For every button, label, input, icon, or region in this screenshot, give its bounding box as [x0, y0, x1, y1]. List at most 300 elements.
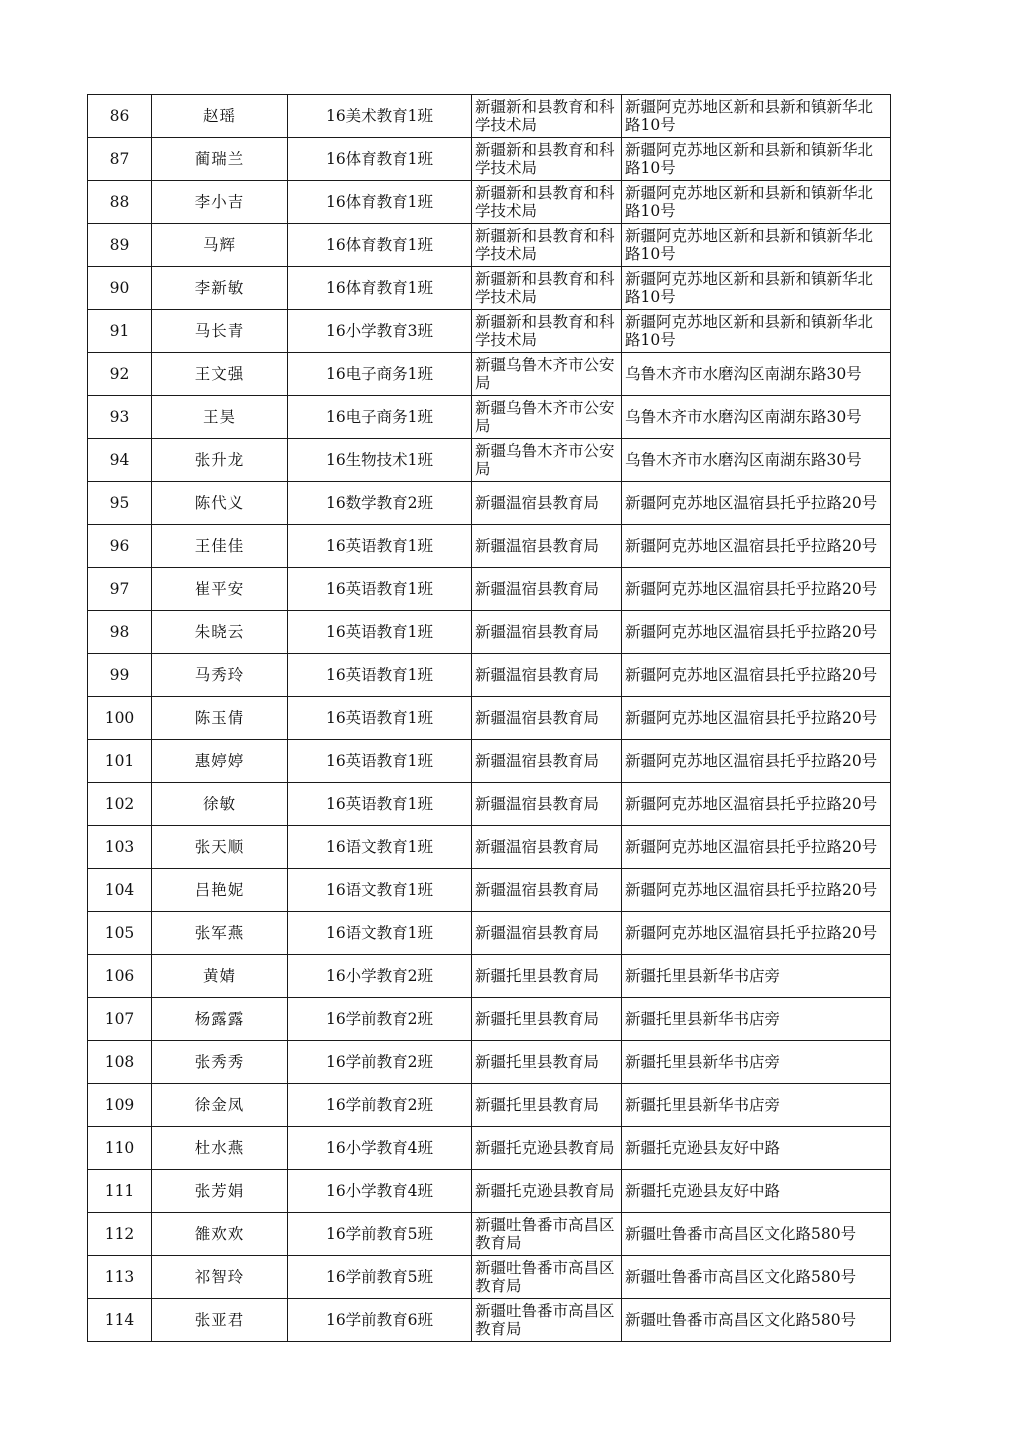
table-row [88, 525, 891, 568]
address-cell [622, 138, 891, 181]
class-cell [288, 310, 472, 353]
address-cell-text: 新疆托里县新华书店旁 [625, 1053, 781, 1071]
student-name-cell-text: 张亚君 [194, 1311, 245, 1329]
table-row [88, 654, 891, 697]
student-name-cell [152, 611, 288, 654]
address-cell-text: 新疆吐鲁番市高昌区文化路580号 [625, 1225, 857, 1243]
row-number-cell-text: 109 [104, 1096, 135, 1114]
table-row [88, 353, 891, 396]
class-cell [288, 826, 472, 869]
row-number-cell [88, 611, 152, 654]
employer-unit-cell [472, 826, 622, 869]
row-number-cell [88, 1213, 152, 1256]
table-row [88, 181, 891, 224]
address-cell-text: 新疆阿克苏地区新和县新和镇新华北路10号 [625, 270, 874, 306]
row-number-cell [88, 482, 152, 525]
employer-unit-cell-text: 新疆温宿县教育局 [475, 580, 600, 598]
employer-unit-cell [472, 138, 622, 181]
row-number-cell-text: 88 [109, 193, 130, 211]
address-cell-text: 乌鲁木齐市水磨沟区南湖东路30号 [625, 408, 862, 426]
student-name-cell-text: 惠婷婷 [194, 752, 245, 770]
employer-unit-cell [472, 525, 622, 568]
class-cell-text: 16英语教育1班 [325, 795, 434, 813]
class-cell-text: 16英语教育1班 [325, 623, 434, 641]
employer-unit-cell [472, 310, 622, 353]
student-name-cell-text: 王佳佳 [194, 537, 245, 555]
row-number-cell [88, 869, 152, 912]
address-cell-text: 乌鲁木齐市水磨沟区南湖东路30号 [625, 365, 862, 383]
employer-unit-cell [472, 482, 622, 525]
student-name-cell [152, 697, 288, 740]
employer-unit-cell-text: 新疆乌鲁木齐市公安局 [475, 442, 615, 478]
address-cell-text: 新疆吐鲁番市高昌区文化路580号 [625, 1268, 857, 1286]
class-cell [288, 1256, 472, 1299]
employer-unit-cell-text: 新疆新和县教育和科学技术局 [475, 141, 615, 177]
row-number-cell-text: 105 [104, 924, 135, 942]
address-cell [622, 396, 891, 439]
class-cell-text: 16小学教育3班 [325, 322, 434, 340]
address-cell-text: 新疆托里县新华书店旁 [625, 967, 781, 985]
employer-unit-cell [472, 95, 622, 138]
student-name-cell [152, 654, 288, 697]
class-cell [288, 138, 472, 181]
row-number-cell-text: 112 [104, 1225, 135, 1243]
table-row [88, 783, 891, 826]
student-name-cell [152, 783, 288, 826]
row-number-cell-text: 93 [109, 408, 130, 426]
address-cell [622, 654, 891, 697]
row-number-cell-text: 95 [109, 494, 130, 512]
row-number-cell-text: 104 [104, 881, 135, 899]
student-name-cell [152, 998, 288, 1041]
class-cell-text: 16体育教育1班 [325, 236, 434, 254]
class-cell-text: 16学前教育2班 [325, 1096, 434, 1114]
employer-unit-cell [472, 783, 622, 826]
employer-unit-cell [472, 181, 622, 224]
employer-unit-cell [472, 1084, 622, 1127]
student-name-cell-text: 李新敏 [194, 279, 245, 297]
class-cell [288, 998, 472, 1041]
table-row [88, 912, 891, 955]
class-cell-text: 16学前教育6班 [325, 1311, 434, 1329]
class-cell-text: 16英语教育1班 [325, 666, 434, 684]
student-name-cell-text: 马秀玲 [194, 666, 245, 684]
employer-unit-cell-text: 新疆托里县教育局 [475, 967, 600, 985]
table-row [88, 826, 891, 869]
student-name-cell-text: 祁智玲 [194, 1268, 245, 1286]
row-number-cell-text: 87 [109, 150, 130, 168]
class-cell-text: 16学前教育5班 [325, 1268, 434, 1286]
address-cell-text: 新疆阿克苏地区温宿县托乎拉路20号 [625, 838, 878, 856]
class-cell [288, 1041, 472, 1084]
employer-unit-cell-text: 新疆托里县教育局 [475, 1010, 600, 1028]
table-row [88, 267, 891, 310]
address-cell [622, 525, 891, 568]
row-number-cell-text: 86 [109, 107, 130, 125]
employer-unit-cell-text: 新疆温宿县教育局 [475, 666, 600, 684]
row-number-cell [88, 95, 152, 138]
student-name-cell [152, 267, 288, 310]
row-number-cell [88, 181, 152, 224]
address-cell [622, 783, 891, 826]
row-number-cell [88, 740, 152, 783]
class-cell [288, 396, 472, 439]
class-cell [288, 654, 472, 697]
employer-unit-cell-text: 新疆新和县教育和科学技术局 [475, 313, 615, 349]
address-cell-text: 新疆阿克苏地区温宿县托乎拉路20号 [625, 623, 878, 641]
table-row [88, 1084, 891, 1127]
address-cell-text: 新疆阿克苏地区温宿县托乎拉路20号 [625, 494, 878, 512]
table-row [88, 697, 891, 740]
student-name-cell-text: 朱晓云 [194, 623, 245, 641]
class-cell [288, 224, 472, 267]
address-cell-text: 新疆阿克苏地区温宿县托乎拉路20号 [625, 580, 878, 598]
student-name-cell-text: 陈玉倩 [194, 709, 245, 727]
table-row [88, 1170, 891, 1213]
student-name-cell-text: 徐敏 [202, 795, 236, 813]
employer-unit-cell-text: 新疆温宿县教育局 [475, 924, 600, 942]
address-cell-text: 新疆托克逊县友好中路 [625, 1182, 781, 1200]
address-cell-text: 新疆托里县新华书店旁 [625, 1010, 781, 1028]
row-number-cell [88, 1299, 152, 1342]
class-cell-text: 16英语教育1班 [325, 709, 434, 727]
employer-unit-cell-text: 新疆温宿县教育局 [475, 709, 600, 727]
student-name-cell [152, 1084, 288, 1127]
address-cell-text: 新疆托克逊县友好中路 [625, 1139, 781, 1157]
student-name-cell [152, 869, 288, 912]
address-cell-text: 新疆阿克苏地区温宿县托乎拉路20号 [625, 924, 878, 942]
employer-unit-cell-text: 新疆吐鲁番市高昌区教育局 [475, 1216, 615, 1252]
row-number-cell-text: 110 [104, 1139, 135, 1157]
row-number-cell-text: 91 [109, 322, 130, 340]
address-cell-text: 新疆吐鲁番市高昌区文化路580号 [625, 1311, 857, 1329]
table-row [88, 310, 891, 353]
class-cell [288, 181, 472, 224]
row-number-cell [88, 310, 152, 353]
student-name-cell [152, 912, 288, 955]
employer-unit-cell-text: 新疆温宿县教育局 [475, 795, 600, 813]
row-number-cell-text: 99 [109, 666, 130, 684]
address-cell-text: 新疆阿克苏地区新和县新和镇新华北路10号 [625, 98, 874, 134]
table-row [88, 1127, 891, 1170]
row-number-cell [88, 1041, 152, 1084]
row-number-cell [88, 912, 152, 955]
employer-unit-cell [472, 697, 622, 740]
student-name-cell-text: 徐金凤 [194, 1096, 245, 1114]
class-cell-text: 16电子商务1班 [325, 365, 434, 383]
row-number-cell [88, 396, 152, 439]
row-number-cell-text: 90 [109, 279, 130, 297]
table-row [88, 439, 891, 482]
employer-unit-cell [472, 912, 622, 955]
student-name-cell-text: 蔺瑞兰 [194, 150, 245, 168]
student-name-cell [152, 568, 288, 611]
employer-unit-cell-text: 新疆托克逊县教育局 [475, 1139, 615, 1157]
row-number-cell [88, 697, 152, 740]
employer-unit-cell-text: 新疆新和县教育和科学技术局 [475, 184, 615, 220]
row-number-cell [88, 353, 152, 396]
row-number-cell [88, 1256, 152, 1299]
employer-unit-cell [472, 353, 622, 396]
address-cell-text: 新疆阿克苏地区新和县新和镇新华北路10号 [625, 227, 874, 263]
row-number-cell [88, 138, 152, 181]
class-cell [288, 912, 472, 955]
class-cell-text: 16体育教育1班 [325, 279, 434, 297]
employer-unit-cell [472, 611, 622, 654]
employer-unit-cell-text: 新疆吐鲁番市高昌区教育局 [475, 1302, 615, 1338]
table-row [88, 998, 891, 1041]
student-name-cell [152, 826, 288, 869]
address-cell-text: 新疆阿克苏地区温宿县托乎拉路20号 [625, 881, 878, 899]
address-cell [622, 1256, 891, 1299]
student-name-cell [152, 396, 288, 439]
student-name-cell [152, 353, 288, 396]
class-cell-text: 16学前教育5班 [325, 1225, 434, 1243]
employer-unit-cell-text: 新疆乌鲁木齐市公安局 [475, 356, 615, 392]
class-cell [288, 783, 472, 826]
student-name-cell [152, 1256, 288, 1299]
table-row [88, 568, 891, 611]
student-name-cell [152, 1299, 288, 1342]
row-number-cell [88, 1127, 152, 1170]
student-name-cell [152, 1041, 288, 1084]
row-number-cell [88, 439, 152, 482]
address-cell [622, 611, 891, 654]
class-cell-text: 16小学教育2班 [325, 967, 434, 985]
row-number-cell-text: 103 [104, 838, 135, 856]
student-name-cell-text: 赵瑶 [202, 107, 236, 125]
employer-unit-cell-text: 新疆温宿县教育局 [475, 623, 600, 641]
student-name-cell-text: 张芳娟 [194, 1182, 245, 1200]
class-cell-text: 16语文教育1班 [325, 924, 434, 942]
row-number-cell [88, 998, 152, 1041]
class-cell [288, 95, 472, 138]
class-cell [288, 1299, 472, 1342]
row-number-cell-text: 97 [109, 580, 130, 598]
address-cell [622, 998, 891, 1041]
employer-unit-cell [472, 439, 622, 482]
class-cell [288, 955, 472, 998]
class-cell-text: 16英语教育1班 [325, 752, 434, 770]
address-cell [622, 267, 891, 310]
student-name-cell-text: 张升龙 [194, 451, 245, 469]
row-number-cell-text: 92 [109, 365, 130, 383]
class-cell [288, 1084, 472, 1127]
table-row [88, 224, 891, 267]
class-cell-text: 16英语教育1班 [325, 537, 434, 555]
table-row [88, 482, 891, 525]
row-number-cell-text: 113 [104, 1268, 135, 1286]
address-cell-text: 新疆阿克苏地区新和县新和镇新华北路10号 [625, 313, 874, 349]
student-name-cell-text: 马长青 [194, 322, 245, 340]
class-cell-text: 16数学教育2班 [325, 494, 434, 512]
address-cell [622, 224, 891, 267]
table-row [88, 138, 891, 181]
class-cell [288, 568, 472, 611]
table-row [88, 1256, 891, 1299]
table-row [88, 1041, 891, 1084]
employer-unit-cell-text: 新疆托里县教育局 [475, 1053, 600, 1071]
employer-unit-cell [472, 1170, 622, 1213]
row-number-cell-text: 108 [104, 1053, 135, 1071]
address-cell-text: 新疆阿克苏地区新和县新和镇新华北路10号 [625, 141, 874, 177]
class-cell [288, 1213, 472, 1256]
student-name-cell [152, 482, 288, 525]
student-name-cell-text: 马辉 [202, 236, 236, 254]
employer-unit-cell [472, 224, 622, 267]
employer-unit-cell-text: 新疆新和县教育和科学技术局 [475, 98, 615, 134]
student-name-cell [152, 525, 288, 568]
row-number-cell [88, 783, 152, 826]
class-cell [288, 869, 472, 912]
employer-unit-cell [472, 1213, 622, 1256]
address-cell [622, 1299, 891, 1342]
student-name-cell-text: 李小吉 [194, 193, 245, 211]
address-cell [622, 1041, 891, 1084]
class-cell-text: 16美术教育1班 [325, 107, 434, 125]
address-cell [622, 181, 891, 224]
row-number-cell-text: 114 [104, 1311, 135, 1329]
student-name-cell [152, 1213, 288, 1256]
student-name-cell [152, 95, 288, 138]
student-name-cell-text: 王文强 [194, 365, 245, 383]
student-name-cell [152, 1170, 288, 1213]
employer-unit-cell-text: 新疆新和县教育和科学技术局 [475, 270, 615, 306]
student-name-cell-text: 张天顺 [194, 838, 245, 856]
employer-unit-cell [472, 267, 622, 310]
class-cell-text: 16体育教育1班 [325, 193, 434, 211]
employer-unit-cell [472, 396, 622, 439]
row-number-cell-text: 89 [109, 236, 130, 254]
address-cell [622, 912, 891, 955]
row-number-cell [88, 224, 152, 267]
employer-unit-cell-text: 新疆温宿县教育局 [475, 838, 600, 856]
address-cell [622, 95, 891, 138]
address-cell [622, 1213, 891, 1256]
row-number-cell [88, 525, 152, 568]
class-cell [288, 1127, 472, 1170]
address-cell-text: 新疆阿克苏地区温宿县托乎拉路20号 [625, 795, 878, 813]
class-cell [288, 439, 472, 482]
student-name-cell [152, 224, 288, 267]
address-cell [622, 1127, 891, 1170]
class-cell [288, 482, 472, 525]
student-name-cell [152, 138, 288, 181]
class-cell [288, 353, 472, 396]
class-cell [288, 525, 472, 568]
row-number-cell [88, 654, 152, 697]
row-number-cell [88, 1084, 152, 1127]
table-row [88, 955, 891, 998]
row-number-cell-text: 107 [104, 1010, 135, 1028]
class-cell-text: 16英语教育1班 [325, 580, 434, 598]
class-cell-text: 16小学教育4班 [325, 1139, 434, 1157]
class-cell-text: 16学前教育2班 [325, 1010, 434, 1028]
student-name-cell-text: 吕艳妮 [194, 881, 245, 899]
student-name-cell [152, 181, 288, 224]
address-cell [622, 353, 891, 396]
student-name-cell-text: 崔平安 [194, 580, 245, 598]
employer-unit-cell [472, 654, 622, 697]
table-row [88, 1213, 891, 1256]
address-cell [622, 955, 891, 998]
student-name-cell [152, 310, 288, 353]
address-cell-text: 新疆阿克苏地区温宿县托乎拉路20号 [625, 709, 878, 727]
student-name-cell-text: 陈代义 [194, 494, 245, 512]
class-cell [288, 740, 472, 783]
address-cell-text: 新疆托里县新华书店旁 [625, 1096, 781, 1114]
table-row [88, 1299, 891, 1342]
row-number-cell-text: 102 [104, 795, 135, 813]
class-cell [288, 697, 472, 740]
row-number-cell-text: 101 [104, 752, 135, 770]
employer-unit-cell [472, 869, 622, 912]
employer-unit-cell [472, 568, 622, 611]
student-name-cell-text: 杜水燕 [194, 1139, 245, 1157]
employer-unit-cell-text: 新疆乌鲁木齐市公安局 [475, 399, 615, 435]
class-cell-text: 16生物技术1班 [325, 451, 434, 469]
row-number-cell [88, 1170, 152, 1213]
employer-unit-cell [472, 1127, 622, 1170]
student-name-cell-text: 雒欢欢 [194, 1225, 245, 1243]
class-cell-text: 16语文教育1班 [325, 838, 434, 856]
address-cell-text: 新疆阿克苏地区温宿县托乎拉路20号 [625, 666, 878, 684]
employer-unit-cell [472, 998, 622, 1041]
student-name-cell-text: 杨露露 [194, 1010, 245, 1028]
class-cell [288, 611, 472, 654]
class-cell-text: 16电子商务1班 [325, 408, 434, 426]
row-number-cell [88, 955, 152, 998]
student-name-cell-text: 张秀秀 [194, 1053, 245, 1071]
address-cell [622, 1170, 891, 1213]
employer-unit-cell [472, 1256, 622, 1299]
employer-unit-cell [472, 740, 622, 783]
employer-unit-cell-text: 新疆托克逊县教育局 [475, 1182, 615, 1200]
table-row [88, 869, 891, 912]
student-name-cell [152, 740, 288, 783]
employer-unit-cell-text: 新疆温宿县教育局 [475, 752, 600, 770]
class-cell-text: 16体育教育1班 [325, 150, 434, 168]
table-row [88, 611, 891, 654]
row-number-cell [88, 568, 152, 611]
class-cell [288, 1170, 472, 1213]
roster-table [87, 94, 891, 1342]
employer-unit-cell-text: 新疆温宿县教育局 [475, 881, 600, 899]
roster-table-body [88, 95, 891, 1342]
row-number-cell-text: 106 [104, 967, 135, 985]
address-cell-text: 乌鲁木齐市水磨沟区南湖东路30号 [625, 451, 862, 469]
row-number-cell-text: 98 [109, 623, 130, 641]
row-number-cell-text: 96 [109, 537, 130, 555]
table-row [88, 95, 891, 138]
row-number-cell [88, 267, 152, 310]
address-cell-text: 新疆阿克苏地区新和县新和镇新华北路10号 [625, 184, 874, 220]
address-cell-text: 新疆阿克苏地区温宿县托乎拉路20号 [625, 537, 878, 555]
employer-unit-cell-text: 新疆新和县教育和科学技术局 [475, 227, 615, 263]
address-cell [622, 697, 891, 740]
employer-unit-cell [472, 955, 622, 998]
address-cell [622, 740, 891, 783]
student-name-cell [152, 1127, 288, 1170]
address-cell [622, 310, 891, 353]
employer-unit-cell-text: 新疆托里县教育局 [475, 1096, 600, 1114]
class-cell [288, 267, 472, 310]
row-number-cell-text: 111 [104, 1182, 135, 1200]
row-number-cell [88, 826, 152, 869]
address-cell [622, 869, 891, 912]
employer-unit-cell-text: 新疆吐鲁番市高昌区教育局 [475, 1259, 615, 1295]
address-cell [622, 439, 891, 482]
